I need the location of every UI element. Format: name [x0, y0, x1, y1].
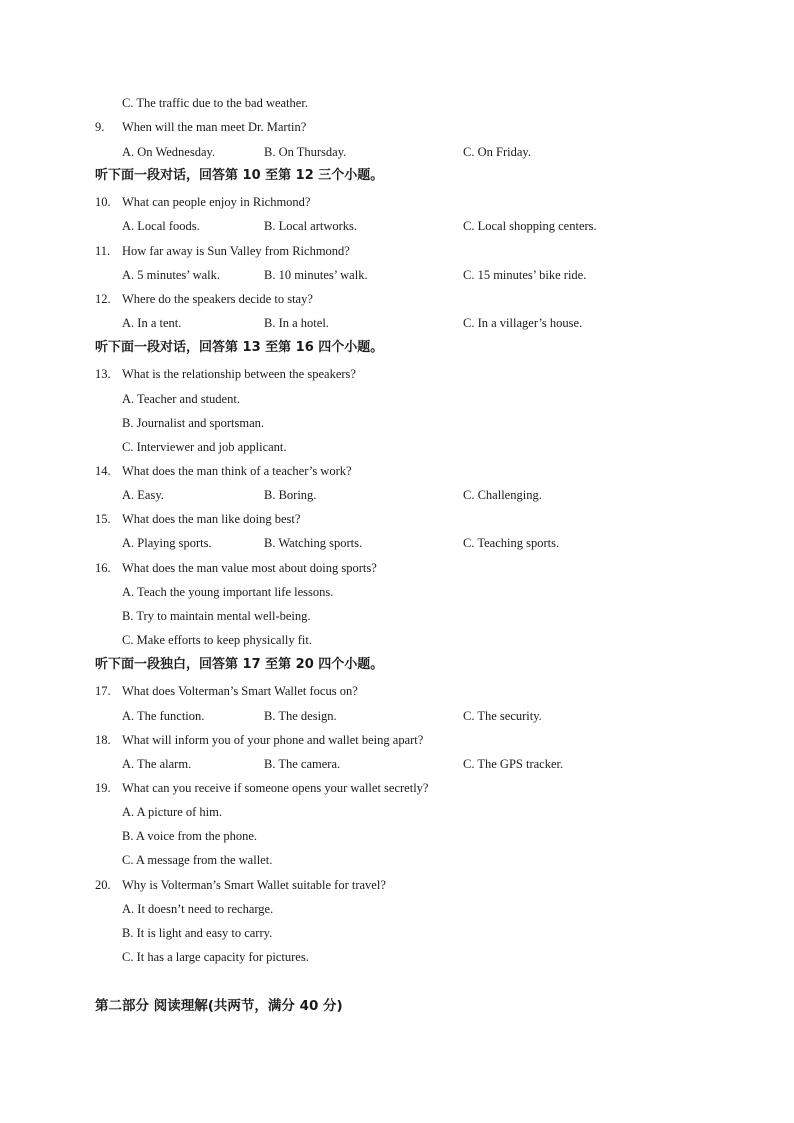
q10-option-c: C. Local shopping centers. [463, 219, 597, 233]
q13-option-a: A. Teacher and student. [122, 392, 240, 406]
q17-text: What does Volterman’s Smart Wallet focus on? [122, 684, 358, 698]
q12-option-c: C. In a villager’s house. [463, 316, 583, 330]
q20-number: 20. [95, 878, 111, 892]
q20-option-b: B. It is light and easy to carry. [122, 926, 273, 940]
q10-option-a: A. Local foods. [122, 219, 200, 233]
q9-number: 9. [95, 120, 105, 134]
q19-text: What can you receive if someone opens your wallet secretly? [122, 781, 429, 795]
q11-number: 11. [95, 244, 111, 258]
q19-number: 19. [95, 781, 111, 795]
q11-text: How far away is Sun Valley from Richmond? [122, 244, 350, 258]
q15-option-c: C. Teaching sports. [463, 536, 560, 550]
q16-option-b: B. Try to maintain mental well-being. [122, 609, 311, 623]
q9-option-b: B. On Thursday. [264, 145, 347, 159]
q15-number: 15. [95, 512, 111, 526]
q16-option-c: C. Make efforts to keep physically fit. [122, 633, 313, 647]
q11-option-a: A. 5 minutes’ walk. [122, 268, 221, 282]
q19-option-a: A. A picture of him. [122, 805, 222, 819]
q16-text: What does the man value most about doing sports? [122, 561, 377, 575]
section-heading-10-12: 听下面一段对话，回答第 10 至第 12 三个小题。 [95, 168, 384, 183]
part-two-heading: 第二部分 阅读理解(共两节，满分 40 分) [95, 998, 343, 1014]
q10-option-b: B. Local artworks. [264, 219, 358, 233]
q19-option-c: C. A message from the wallet. [122, 853, 273, 867]
q14-number: 14. [95, 464, 111, 478]
section-heading-17-20: 听下面一段独白，回答第 17 至第 20 四个小题。 [95, 657, 384, 672]
q9-text: When will the man meet Dr. Martin? [122, 120, 307, 134]
q18-option-b: B. The camera. [264, 757, 341, 771]
q20-option-a: A. It doesn’t need to recharge. [122, 902, 274, 916]
q19-option-b: B. A voice from the phone. [122, 829, 258, 843]
q16-number: 16. [95, 561, 111, 575]
q20-option-c: C. It has a large capacity for pictures. [122, 950, 309, 964]
q8-option-c: C. The traffic due to the bad weather. [122, 96, 308, 110]
q14-option-b: B. Boring. [264, 488, 317, 502]
q9-option-a: A. On Wednesday. [122, 145, 216, 159]
q13-option-c: C. Interviewer and job applicant. [122, 440, 287, 454]
q17-option-a: A. The function. [122, 709, 205, 723]
q10-text: What can people enjoy in Richmond? [122, 195, 311, 209]
q11-option-c: C. 15 minutes’ bike ride. [463, 268, 587, 282]
q13-text: What is the relationship between the speakers? [122, 367, 356, 381]
q18-option-c: C. The GPS tracker. [463, 757, 564, 771]
q17-number: 17. [95, 684, 111, 698]
q14-option-a: A. Easy. [122, 488, 164, 502]
q12-number: 12. [95, 292, 111, 306]
q11-option-b: B. 10 minutes’ walk. [264, 268, 368, 282]
q17-option-c: C. The security. [463, 709, 542, 723]
q12-option-b: B. In a hotel. [264, 316, 329, 330]
q18-text: What will inform you of your phone and wallet being apart? [122, 733, 424, 747]
q16-option-a: A. Teach the young important life lessons. [122, 585, 334, 599]
q10-number: 10. [95, 195, 111, 209]
q13-number: 13. [95, 367, 111, 381]
q12-text: Where do the speakers decide to stay? [122, 292, 313, 306]
q9-option-c: C. On Friday. [463, 145, 531, 159]
q20-text: Why is Volterman’s Smart Wallet suitable for travel? [122, 878, 386, 892]
q14-text: What does the man think of a teacher’s work? [122, 464, 352, 478]
q18-number: 18. [95, 733, 111, 747]
q14-option-c: C. Challenging. [463, 488, 542, 502]
q13-option-b: B. Journalist and sportsman. [122, 416, 265, 430]
q15-option-b: B. Watching sports. [264, 536, 363, 550]
q18-option-a: A. The alarm. [122, 757, 192, 771]
q15-text: What does the man like doing best? [122, 512, 301, 526]
q17-option-b: B. The design. [264, 709, 337, 723]
q15-option-a: A. Playing sports. [122, 536, 212, 550]
q12-option-a: A. In a tent. [122, 316, 182, 330]
section-heading-13-16: 听下面一段对话，回答第 13 至第 16 四个小题。 [95, 340, 384, 355]
